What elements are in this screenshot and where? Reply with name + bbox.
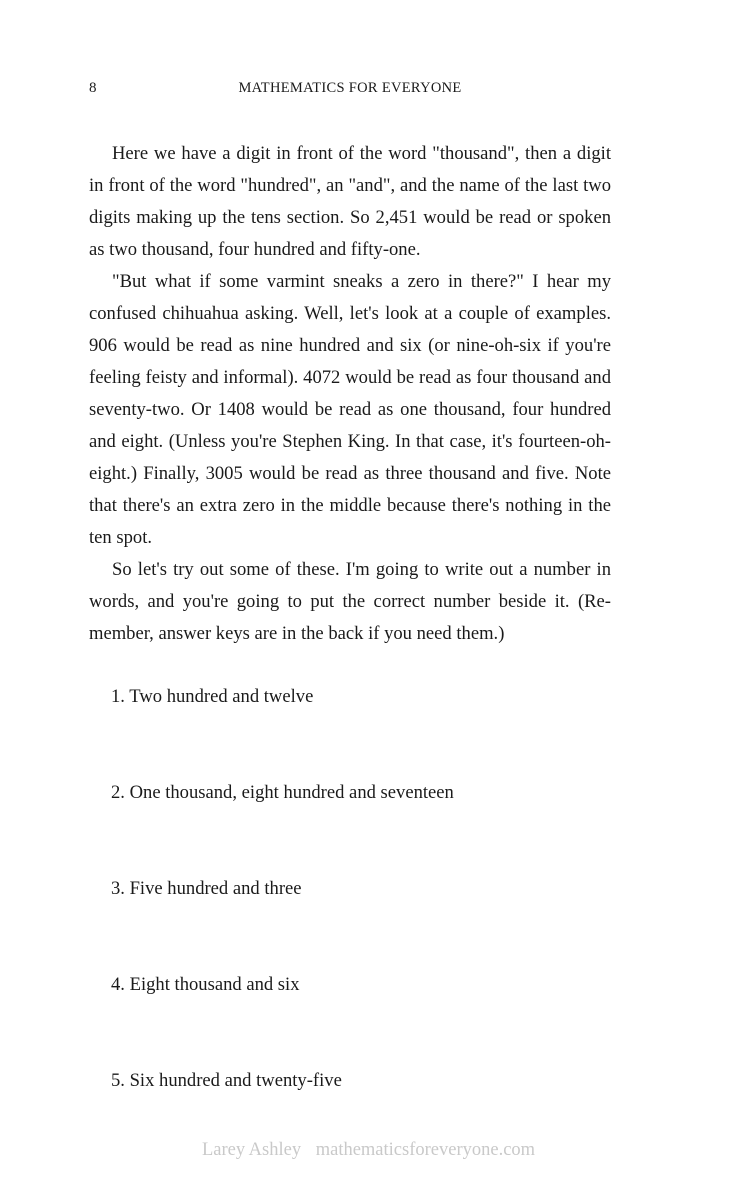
running-head <box>89 80 611 102</box>
exercise-item: 3. Five hundred and three <box>111 878 302 899</box>
exercise-item: 5. Six hundred and twenty-five <box>111 1070 342 1091</box>
book-title: MATHEMATICS FOR EVERYONE <box>238 80 462 96</box>
exercise-item: 2. One thousand, eight hundred and seventeen <box>111 782 454 803</box>
footer-author: Larey Ashley <box>201 1140 302 1160</box>
watermark-footer <box>0 1140 737 1161</box>
exercise-item: 4. Eight thousand and six <box>111 974 300 995</box>
paragraph: Here we have a digit in front of the word "thousand", then a digit in front of the word "hundred", an "and", and the name of the last two digits making up the tens section. So 2,451 would be read or spoken as two thousand, four hundred and fifty-one. <box>89 143 611 260</box>
footer-website: mathematicsforeveryone.com <box>315 1140 536 1160</box>
exercise-list <box>111 682 611 1162</box>
paragraph: So let's try out some of these. I'm going to write out a number in words, and you're going to put the correct number beside it. (Re-member, answer keys are in the back if you need them.) <box>89 559 611 644</box>
page-number: 8 <box>89 80 97 96</box>
body-text <box>89 138 611 650</box>
exercise-item: 1. Two hundred and twelve <box>111 686 314 707</box>
paragraph: "But what if some varmint sneaks a zero in there?" I hear my confused chihuahua asking. Well, let's look at a couple of examples. 906 would be read as nine hundred and six (or nine-oh-six if you're feeling feisty and informal). 4072 would be read as four thousand and seventy-two. Or 1408 would be read as one thousand, four hundred and eight. (Unless you're Stephen King. In that case, it's fourteen-oh-eight.) Finally, 3005 would be read as three thousand and five. Note that there's an extra zero in the middle because there's nothing in the ten spot. <box>89 271 611 548</box>
